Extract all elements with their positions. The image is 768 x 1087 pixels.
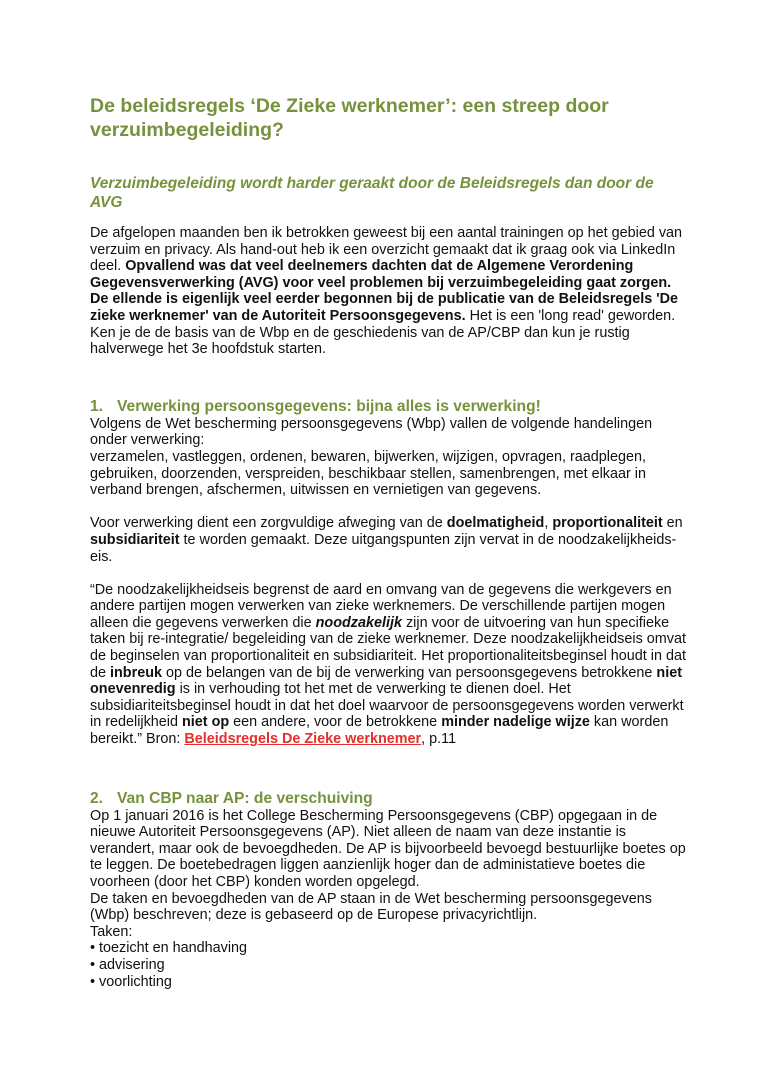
term-inbreuk: inbreuk xyxy=(110,664,162,681)
text-run: , xyxy=(544,515,553,532)
text-run: , p.11 xyxy=(421,731,457,748)
tasks-list xyxy=(90,940,688,990)
list-item: • toezicht en handhaving xyxy=(90,940,248,957)
section-2-heading xyxy=(90,790,688,808)
intro-text-2: Het is een 'long read' geworden. Ken je de de basis van de Wbp en de geschiedenis van de AP/CBP dan kun je rustig halverwege het 3e hoofdstuk starten. xyxy=(90,307,676,358)
section-1-number: 1. xyxy=(90,397,104,415)
section-1-quote xyxy=(90,582,688,748)
source-link[interactable]: Beleidsregels De Zieke werknemer xyxy=(184,731,422,748)
term-minder-nadelige-wijze: minder nadelige wijze xyxy=(441,714,590,731)
list-item: • voorlichting xyxy=(90,973,172,990)
section-2-para-1: Op 1 januari 2016 is het College Bescherming Persoonsgegevens (CBP) opgegaan in de nieuwe Autoriteit Persoonsgegevens (AP). Niet alleen de naam van deze instantie is verandert, maar ook de bevoegdheden. De AP is bijvoorbeeld bevoegd bestuurlijke boetes op te leggen. De boetebedragen liggen aanzienlijk hoger dan de administatieve boetes die voorheen (door het CBP) konden worden opgelegd. xyxy=(90,807,686,890)
text-run: zijn voor de uitvoering van hun specifieke taken bij re-integratie/ begeleiding van de zieke werknemer. Deze noodzakelijkheidseis omvat de beginselen van proportionaliteit en subsidiariteit. Het proportionaliteitsbeginsel houdt in dat de xyxy=(90,614,686,681)
section-2-number: 2. xyxy=(90,789,104,807)
section-1-title: Verwerking persoonsgegevens: bijna alles is verwerking! xyxy=(117,397,541,415)
section-2-title: Van CBP naar AP: de verschuiving xyxy=(117,789,373,807)
text-run: kan worden bereikt.” Bron: xyxy=(90,714,669,748)
text-run: Voor verwerking dient een zorgvuldige afweging van de xyxy=(90,515,447,532)
section-1-para-1: Volgens de Wet bescherming persoonsgegevens (Wbp) vallen de volgende handelingen onder verwerking: xyxy=(90,415,653,449)
text-run: op de belangen van de bij de verwerking van persoonsgegevens betrokkene xyxy=(162,664,657,681)
section-1-heading xyxy=(90,398,688,416)
text-run: te worden gemaakt. Deze uitgangspunten zijn vervat in de noodzakelijkheids-eis. xyxy=(90,531,677,565)
intro-bold: Opvallend was dat veel deelnemers dachten dat de Algemene Verordening Gegevensverwerking (AVG) voor veel problemen bij verzuimbegeleiding gaat zorgen. De ellende is eigenlijk veel eerder begonnen bij de publicatie van de Beleidsregels 'De zieke werknemer' van de Autoriteit Persoonsgegevens. xyxy=(90,258,679,324)
tasks-label: Taken: xyxy=(90,923,133,940)
term-noodzakelijk: noodzakelijk xyxy=(315,614,402,631)
intro-paragraph xyxy=(90,225,688,358)
list-item: • advisering xyxy=(90,956,165,973)
text-run: is in verhouding tot het met de verwerking te dienen doel. Het subsidiariteitsbeginsel houdt in dat het doel waarvoor de persoonsgegevens worden verwerkt in redelijkheid xyxy=(90,681,684,731)
section-2-para-2: De taken en bevoegdheden van de AP staan in de Wet bescherming persoonsgegevens (Wbp) beschreven; deze is gebaseerd op de Europese privacyrichtlijn. xyxy=(90,890,652,924)
document-subtitle: Verzuimbegeleiding wordt harder geraakt door de Beleidsregels dan door de AVG xyxy=(90,175,654,211)
text-run: en xyxy=(662,515,683,532)
term-niet-onevenredig: niet onevenredig xyxy=(90,664,683,698)
term-niet-op: niet op xyxy=(182,714,230,731)
intro-text-1: De afgelopen maanden ben ik betrokken geweest bij een aantal trainingen op het gebied van verzuim en privacy. Als hand-out heb ik een overzicht gemaakt dat ik graag ook via LinkedIn deel. xyxy=(90,225,683,275)
section-1-para-3 xyxy=(90,515,688,565)
term-proportionaliteit: proportionaliteit xyxy=(552,515,663,532)
document-title: De beleidsregels ‘De Zieke werknemer’: een streep door verzuimbegeleiding? xyxy=(90,95,609,141)
text-run: een andere, voor de betrokkene xyxy=(229,714,442,731)
term-doelmatigheid: doelmatigheid xyxy=(446,515,545,532)
section-1-para-2: verzamelen, vastleggen, ordenen, bewaren, bijwerken, wijzigen, opvragen, raadplegen, gebruiken, doorzenden, verspreiden, beschikbaar stellen, samenbrengen, met elkaar in verband brengen, afschermen, uitwissen en vernietigen van gegevens. xyxy=(90,448,646,499)
text-run: “De noodzakelijkheidseis begrenst de aard en omvang van de gegevens die werkgevers en andere partijen mogen verwerken van zieke werknemers. De verschillende partijen mogen alleen die gegevens verwerken die xyxy=(90,581,672,631)
term-subsidiariteit: subsidiariteit xyxy=(90,531,180,548)
